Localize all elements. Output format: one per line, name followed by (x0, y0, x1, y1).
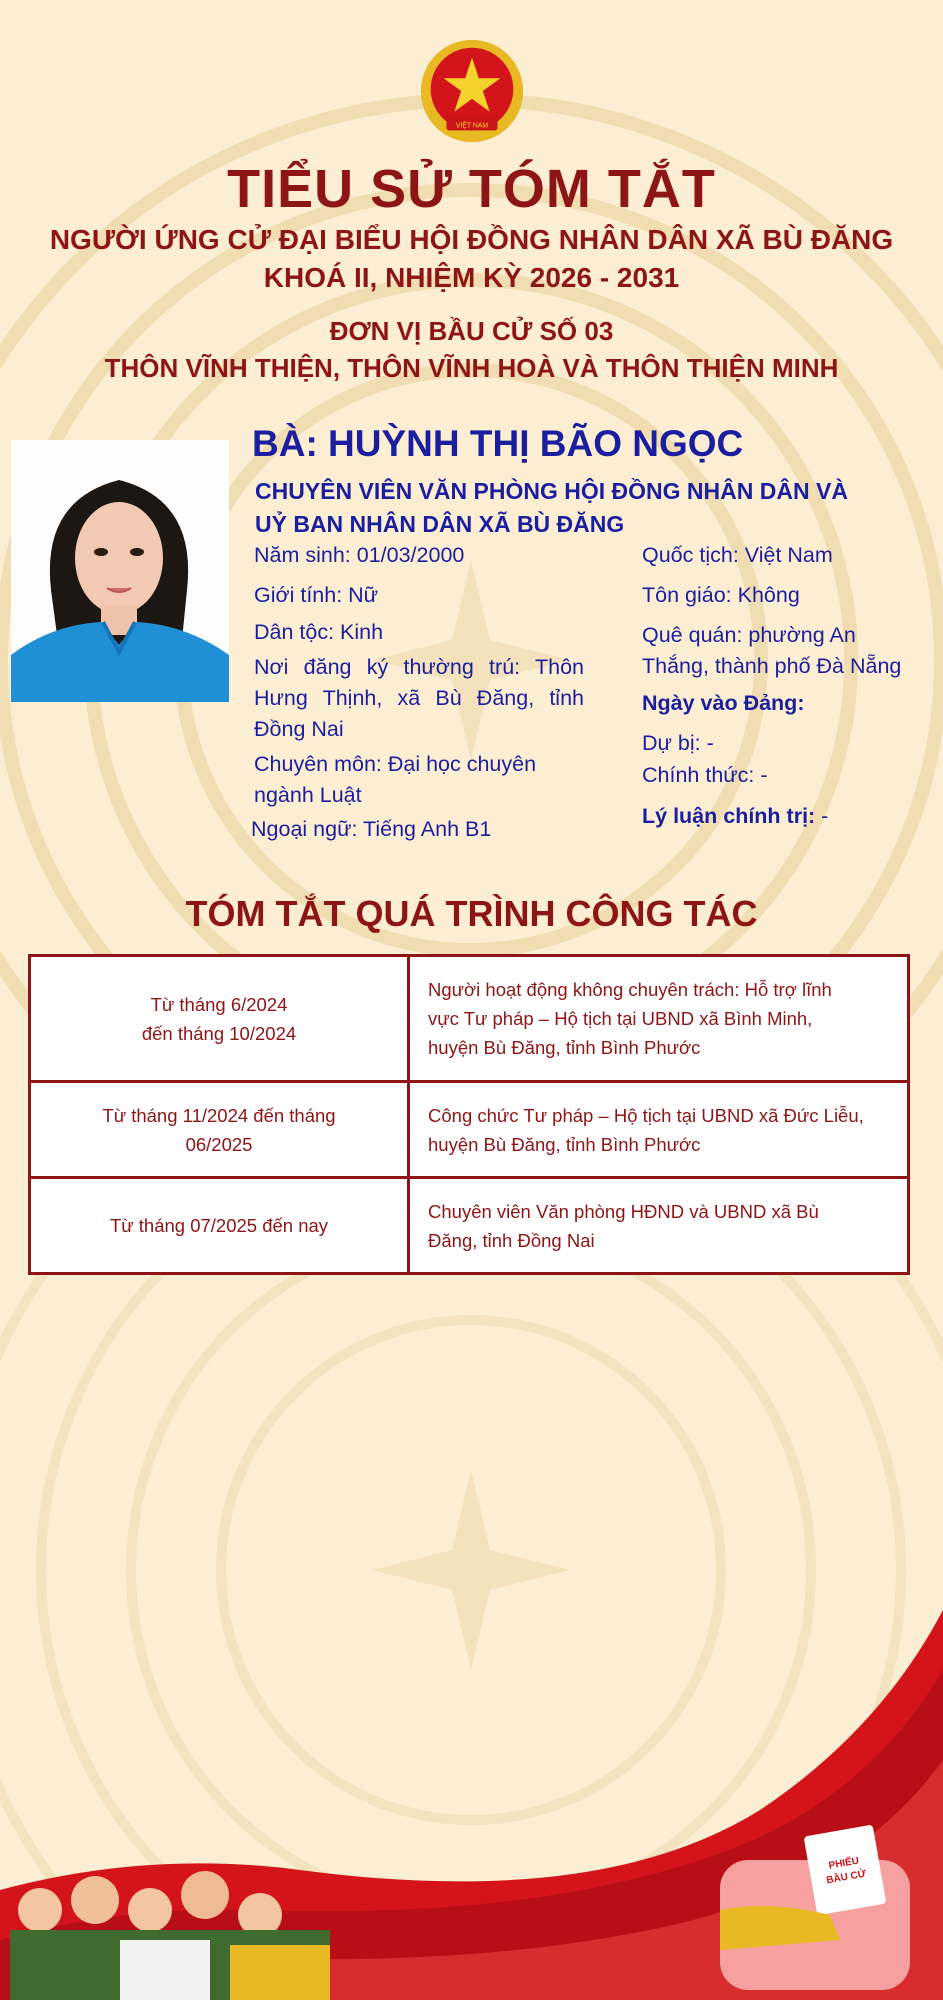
subtitle-line-2: KHOÁ II, NHIỆM KỲ 2026 - 2031 (263, 262, 680, 293)
permanent-residence (254, 652, 584, 745)
residence-line-3: Đồng Nai (254, 717, 344, 741)
religion: Tôn giáo: Không (642, 583, 800, 607)
gender: Giới tính: Nữ (254, 583, 379, 607)
residence-line-2: Hưng Thịnh, xã Bù Đăng, tỉnh (254, 686, 584, 710)
table-row (30, 1178, 909, 1274)
description-line-1: Người hoạt động không chuyên trách: Hỗ trợ lĩnh (428, 979, 832, 1000)
period-cell (30, 1082, 409, 1178)
hometown-line-1: Quê quán: phường An (642, 623, 856, 647)
hometown (642, 620, 901, 682)
election-unit-line-2: THÔN VĨNH THIỆN, THÔN VĨNH HOÀ VÀ THÔN THIỆN MINH (104, 353, 839, 383)
period-line-1: Từ tháng 11/2024 đến tháng (102, 1104, 336, 1126)
period-line-1: Từ tháng 07/2025 đến nay (109, 1215, 329, 1236)
emblem-label: VIỆT NAM (455, 122, 489, 130)
description-line-1: Chuyên viên Văn phòng HĐND và UBND xã Bù (428, 1200, 819, 1222)
foreign-language: Ngoại ngữ: Tiếng Anh B1 (251, 817, 492, 841)
election-unit-line-1: ĐƠN VỊ BẦU CỬ SỐ 03 (329, 316, 614, 346)
ethnicity: Dân tộc: Kinh (254, 620, 384, 644)
description-cell (409, 956, 909, 1082)
position-line-1: CHUYÊN VIÊN VĂN PHÒNG HỘI ĐỒNG NHÂN DÂN VÀ (255, 478, 848, 504)
residence-line-1: Nơi đăng ký thường trú: Thôn (254, 655, 584, 679)
political-theory-label: Lý luận chính trị: (642, 804, 816, 828)
work-history-title: TÓM TẮT QUÁ TRÌNH CÔNG TÁC (185, 893, 758, 934)
period-cell (30, 956, 409, 1082)
description-cell (409, 1082, 909, 1178)
national-emblem-icon (413, 34, 531, 152)
period-line-2: 06/2025 (185, 1133, 253, 1155)
ballot-label-line-1: PHIẾU (827, 1855, 860, 1872)
description-line-2: Đăng, tỉnh Đồng Nai (428, 1229, 595, 1251)
position-line-2: UỶ BAN NHÂN DÂN XÃ BÙ ĐĂNG (255, 511, 625, 537)
red-flag-ribbon-decoration (0, 1610, 943, 2000)
subtitle-line-1: NGƯỜI ỨNG CỬ ĐẠI BIỂU HỘI ĐỒNG NHÂN DÂN XÃ BÙ ĐĂNG (49, 224, 894, 255)
specialization (254, 749, 536, 811)
candidate-position (255, 475, 935, 541)
party-reserve-date: Dự bị: - (642, 731, 714, 755)
work-history-table (28, 954, 910, 1275)
major-line-2: ngành Luật (254, 783, 362, 807)
political-theory-value: - (815, 804, 829, 828)
candidate-portrait (11, 440, 229, 702)
major-line-1: Chuyên môn: Đại học chuyên (254, 752, 537, 776)
candidate-name: BÀ: HUỲNH THỊ BÃO NGỌC (252, 423, 744, 464)
period-cell (30, 1178, 409, 1274)
description-line-2: huyện Bù Đăng, tỉnh Bình Phước (428, 1133, 701, 1155)
period-line-1: Từ tháng 6/2024 (150, 993, 288, 1015)
party-join-label: Ngày vào Đảng: (642, 691, 805, 715)
birth-date: Năm sinh: 01/03/2000 (254, 543, 465, 567)
table-row (30, 1082, 909, 1178)
hometown-line-2: Thắng, thành phố Đà Nẵng (642, 654, 902, 678)
nationality: Quốc tịch: Việt Nam (642, 543, 833, 567)
description-line-2: vực Tư pháp – Hộ tịch tại UBND xã Bình Minh, (428, 1008, 813, 1029)
period-line-2: đến tháng 10/2024 (141, 1022, 297, 1044)
description-cell (409, 1178, 909, 1274)
page-title: TIỂU SỬ TÓM TẮT (227, 159, 716, 219)
description-line-3: huyện Bù Đăng, tỉnh Bình Phước (428, 1037, 701, 1058)
party-official-date: Chính thức: - (642, 763, 768, 787)
ballot-label-line-2: BẦU CỬ (825, 1868, 867, 1887)
political-theory (642, 801, 828, 832)
table-row (30, 956, 909, 1082)
description-line-1: Công chức Tư pháp – Hộ tịch tại UBND xã Đức Liễu, (428, 1104, 864, 1126)
